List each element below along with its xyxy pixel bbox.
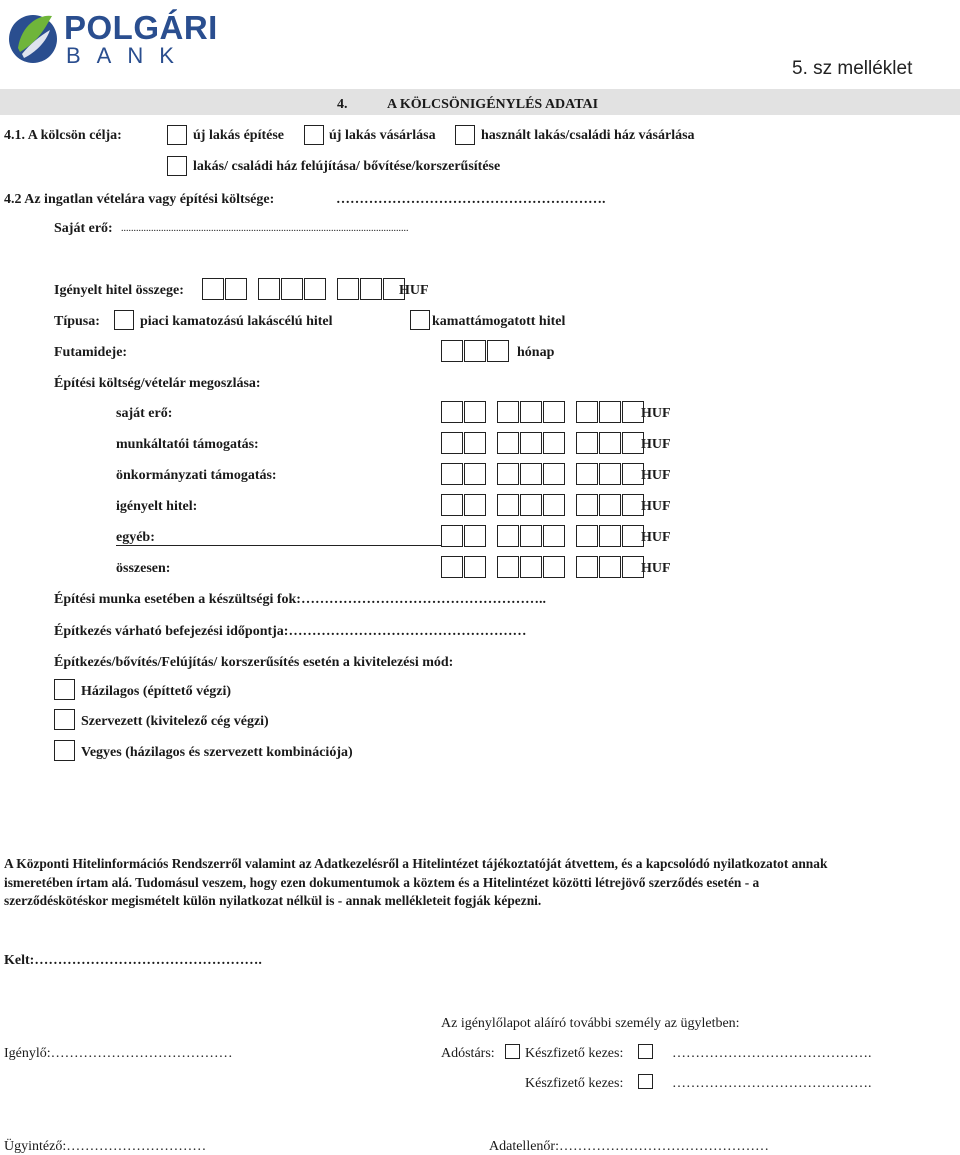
breakdown-currency: HUF bbox=[641, 406, 671, 421]
digit-box[interactable] bbox=[281, 278, 303, 300]
other-row-underline bbox=[116, 545, 442, 546]
digit-box[interactable] bbox=[599, 432, 621, 454]
digit-box[interactable] bbox=[520, 494, 542, 516]
digit-box[interactable] bbox=[497, 401, 519, 423]
own-funds-label: Saját erő: bbox=[54, 221, 113, 236]
price-input-dots[interactable]: …………………………………………………. bbox=[336, 192, 606, 207]
breakdown-digit-boxes[interactable] bbox=[441, 494, 651, 516]
digit-box[interactable] bbox=[599, 556, 621, 578]
mode-checkbox-mixed[interactable] bbox=[54, 740, 75, 761]
digit-box[interactable] bbox=[441, 340, 463, 362]
purpose-checkbox-used-purchase[interactable] bbox=[455, 125, 475, 145]
digit-box[interactable] bbox=[599, 401, 621, 423]
section-number: 4. bbox=[337, 97, 348, 112]
breakdown-row-label: összesen: bbox=[116, 561, 171, 576]
logo-text-polgari: POLGÁRI bbox=[64, 9, 218, 46]
digit-box[interactable] bbox=[337, 278, 359, 300]
purpose-option-new-build: új lakás építése bbox=[193, 128, 284, 143]
digit-box[interactable] bbox=[576, 401, 598, 423]
breakdown-row-label: egyéb: bbox=[116, 530, 155, 545]
digit-box[interactable] bbox=[464, 401, 486, 423]
other-person-title: Az igénylőlapot aláíró további személy az ügyletben: bbox=[441, 1016, 740, 1031]
guarantor-signature-dots[interactable]: ……………………………………. bbox=[672, 1076, 872, 1091]
digit-box[interactable] bbox=[497, 494, 519, 516]
purpose-option-renovation: lakás/ családi ház felújítása/ bővítése/korszerűsítése bbox=[193, 159, 501, 174]
mode-option-contractor: Szervezett (kivitelező cég végzi) bbox=[81, 714, 269, 729]
mode-option-mixed: Vegyes (házilagos és szervezett kombinációja) bbox=[81, 745, 353, 760]
loan-type-checkbox-market[interactable] bbox=[114, 310, 134, 330]
mode-checkbox-contractor[interactable] bbox=[54, 709, 75, 730]
loan-type-option-market: piaci kamatozású lakáscélú hitel bbox=[140, 314, 333, 329]
purpose-checkbox-renovation[interactable] bbox=[167, 156, 187, 176]
guarantor-label: Készfizető kezes: bbox=[525, 1076, 624, 1091]
digit-box[interactable] bbox=[576, 432, 598, 454]
breakdown-currency: HUF bbox=[641, 499, 671, 514]
declaration-line: szerződéskötéskor megismételt külön nyilatkozat nélkül is - annak mellékleteit fogják képezni. bbox=[4, 893, 542, 908]
digit-box[interactable] bbox=[258, 278, 280, 300]
digit-box[interactable] bbox=[576, 525, 598, 547]
completion-date-field[interactable]: Építkezés várható befejezési időpontja:…………………………………………… bbox=[54, 624, 527, 639]
digit-box[interactable] bbox=[576, 494, 598, 516]
price-label: 4.2 Az ingatlan vételára vagy építési költsége: bbox=[4, 192, 275, 207]
digit-box[interactable] bbox=[599, 494, 621, 516]
digit-box[interactable] bbox=[497, 525, 519, 547]
digit-box[interactable] bbox=[304, 278, 326, 300]
digit-box[interactable] bbox=[441, 556, 463, 578]
own-funds-input-dots[interactable]: ................................................................................................................... bbox=[121, 223, 409, 234]
breakdown-row-label: önkormányzati támogatás: bbox=[116, 468, 277, 483]
breakdown-digit-boxes[interactable] bbox=[441, 525, 651, 547]
co-debtor-checkbox[interactable] bbox=[505, 1044, 520, 1059]
digit-box[interactable] bbox=[497, 432, 519, 454]
guarantor-signature-dots[interactable]: ……………………………………. bbox=[672, 1046, 872, 1061]
digit-box[interactable] bbox=[441, 463, 463, 485]
digit-box[interactable] bbox=[576, 556, 598, 578]
declaration-line: A Központi Hitelinformációs Rendszerről valamint az Adatkezelésről a Hitelintézet tájékoztatóját átvettem, és a kapcsolódó nyilatkozatot annak bbox=[4, 856, 828, 871]
digit-box[interactable] bbox=[599, 525, 621, 547]
digit-box[interactable] bbox=[464, 494, 486, 516]
digit-box[interactable] bbox=[487, 340, 509, 362]
digit-box[interactable] bbox=[441, 494, 463, 516]
digit-box[interactable] bbox=[464, 525, 486, 547]
controller-signature-field[interactable]: Adatellenőr:……………………………………… bbox=[489, 1139, 769, 1154]
breakdown-digit-boxes[interactable] bbox=[441, 463, 651, 485]
loan-term-digit-boxes[interactable] bbox=[441, 340, 516, 362]
digit-box[interactable] bbox=[202, 278, 224, 300]
section-title: A KÖLCSÖNIGÉNYLÉS ADATAI bbox=[387, 97, 599, 112]
guarantor-checkbox[interactable] bbox=[638, 1044, 653, 1059]
breakdown-currency: HUF bbox=[641, 561, 671, 576]
place-date-field[interactable]: Kelt:…………………………………………. bbox=[4, 953, 262, 968]
construction-mode-title: Építkezés/bővítés/Felújítás/ korszerűsítés esetén a kivitelezési mód: bbox=[54, 655, 454, 670]
loan-amount-label: Igényelt hitel összege: bbox=[54, 283, 184, 298]
polgari-bank-logo bbox=[6, 4, 218, 74]
breakdown-digit-boxes[interactable] bbox=[441, 432, 651, 454]
digit-box[interactable] bbox=[464, 556, 486, 578]
loan-type-option-subsidized: kamattámogatott hitel bbox=[432, 314, 566, 329]
mode-checkbox-self[interactable] bbox=[54, 679, 75, 700]
declaration-line: ismeretében írtam alá. Tudomásul veszem, hogy ezen dokumentumok a köztem és a Hitelintézet közötti létrejövő szerződés esetén - a bbox=[4, 875, 760, 890]
annex-label: 5. sz melléklet bbox=[792, 58, 913, 79]
breakdown-digit-boxes[interactable] bbox=[441, 556, 651, 578]
digit-box[interactable] bbox=[520, 463, 542, 485]
digit-box[interactable] bbox=[441, 432, 463, 454]
purpose-checkbox-new-build[interactable] bbox=[167, 125, 187, 145]
breakdown-digit-boxes[interactable] bbox=[441, 401, 651, 423]
digit-box[interactable] bbox=[576, 463, 598, 485]
breakdown-currency: HUF bbox=[641, 530, 671, 545]
digit-box[interactable] bbox=[599, 463, 621, 485]
digit-box[interactable] bbox=[543, 463, 565, 485]
digit-box[interactable] bbox=[543, 494, 565, 516]
digit-box[interactable] bbox=[360, 278, 382, 300]
digit-box[interactable] bbox=[520, 401, 542, 423]
digit-box[interactable] bbox=[520, 525, 542, 547]
breakdown-currency: HUF bbox=[641, 468, 671, 483]
digit-box[interactable] bbox=[543, 556, 565, 578]
loan-amount-currency: HUF bbox=[399, 283, 429, 298]
digit-box[interactable] bbox=[464, 340, 486, 362]
purpose-option-used-purchase: használt lakás/családi ház vásárlása bbox=[481, 128, 695, 143]
loan-term-label: Futamideje: bbox=[54, 345, 128, 360]
digit-box[interactable] bbox=[497, 556, 519, 578]
loan-type-checkbox-subsidized[interactable] bbox=[410, 310, 430, 330]
digit-box[interactable] bbox=[520, 432, 542, 454]
digit-box[interactable] bbox=[543, 432, 565, 454]
breakdown-row-label: igényelt hitel: bbox=[116, 499, 198, 514]
co-debtor-label: Adóstárs: bbox=[441, 1046, 495, 1061]
digit-box[interactable] bbox=[441, 525, 463, 547]
guarantor-checkbox[interactable] bbox=[638, 1074, 653, 1089]
digit-box[interactable] bbox=[464, 463, 486, 485]
loan-term-unit: hónap bbox=[517, 345, 555, 360]
breakdown-title: Építési költség/vételár megoszlása: bbox=[54, 376, 261, 391]
guarantor-label: Készfizető kezes: bbox=[525, 1046, 624, 1061]
digit-box[interactable] bbox=[441, 401, 463, 423]
purpose-checkbox-new-purchase[interactable] bbox=[304, 125, 324, 145]
digit-box[interactable] bbox=[464, 432, 486, 454]
loan-amount-digit-boxes[interactable] bbox=[202, 278, 412, 300]
purpose-option-new-purchase: új lakás vásárlása bbox=[329, 128, 436, 143]
breakdown-row-label: saját erő: bbox=[116, 406, 173, 421]
digit-box[interactable] bbox=[497, 463, 519, 485]
purpose-label: 4.1. A kölcsön célja: bbox=[4, 128, 122, 143]
applicant-signature-field[interactable]: Igénylő:………………………………… bbox=[4, 1046, 233, 1061]
readiness-field[interactable]: Építési munka esetében a készültségi fok:…………………………………………….. bbox=[54, 592, 546, 607]
digit-box[interactable] bbox=[543, 525, 565, 547]
digit-box[interactable] bbox=[520, 556, 542, 578]
breakdown-row-label: munkáltatói támogatás: bbox=[116, 437, 259, 452]
loan-type-label: Típusa: bbox=[54, 314, 100, 329]
mode-option-self: Házilagos (építtető végzi) bbox=[81, 684, 232, 699]
logo-text-bank: BANK bbox=[66, 43, 190, 68]
breakdown-currency: HUF bbox=[641, 437, 671, 452]
administrator-signature-field[interactable]: Ügyintéző:………………………… bbox=[4, 1139, 207, 1154]
digit-box[interactable] bbox=[543, 401, 565, 423]
digit-box[interactable] bbox=[225, 278, 247, 300]
